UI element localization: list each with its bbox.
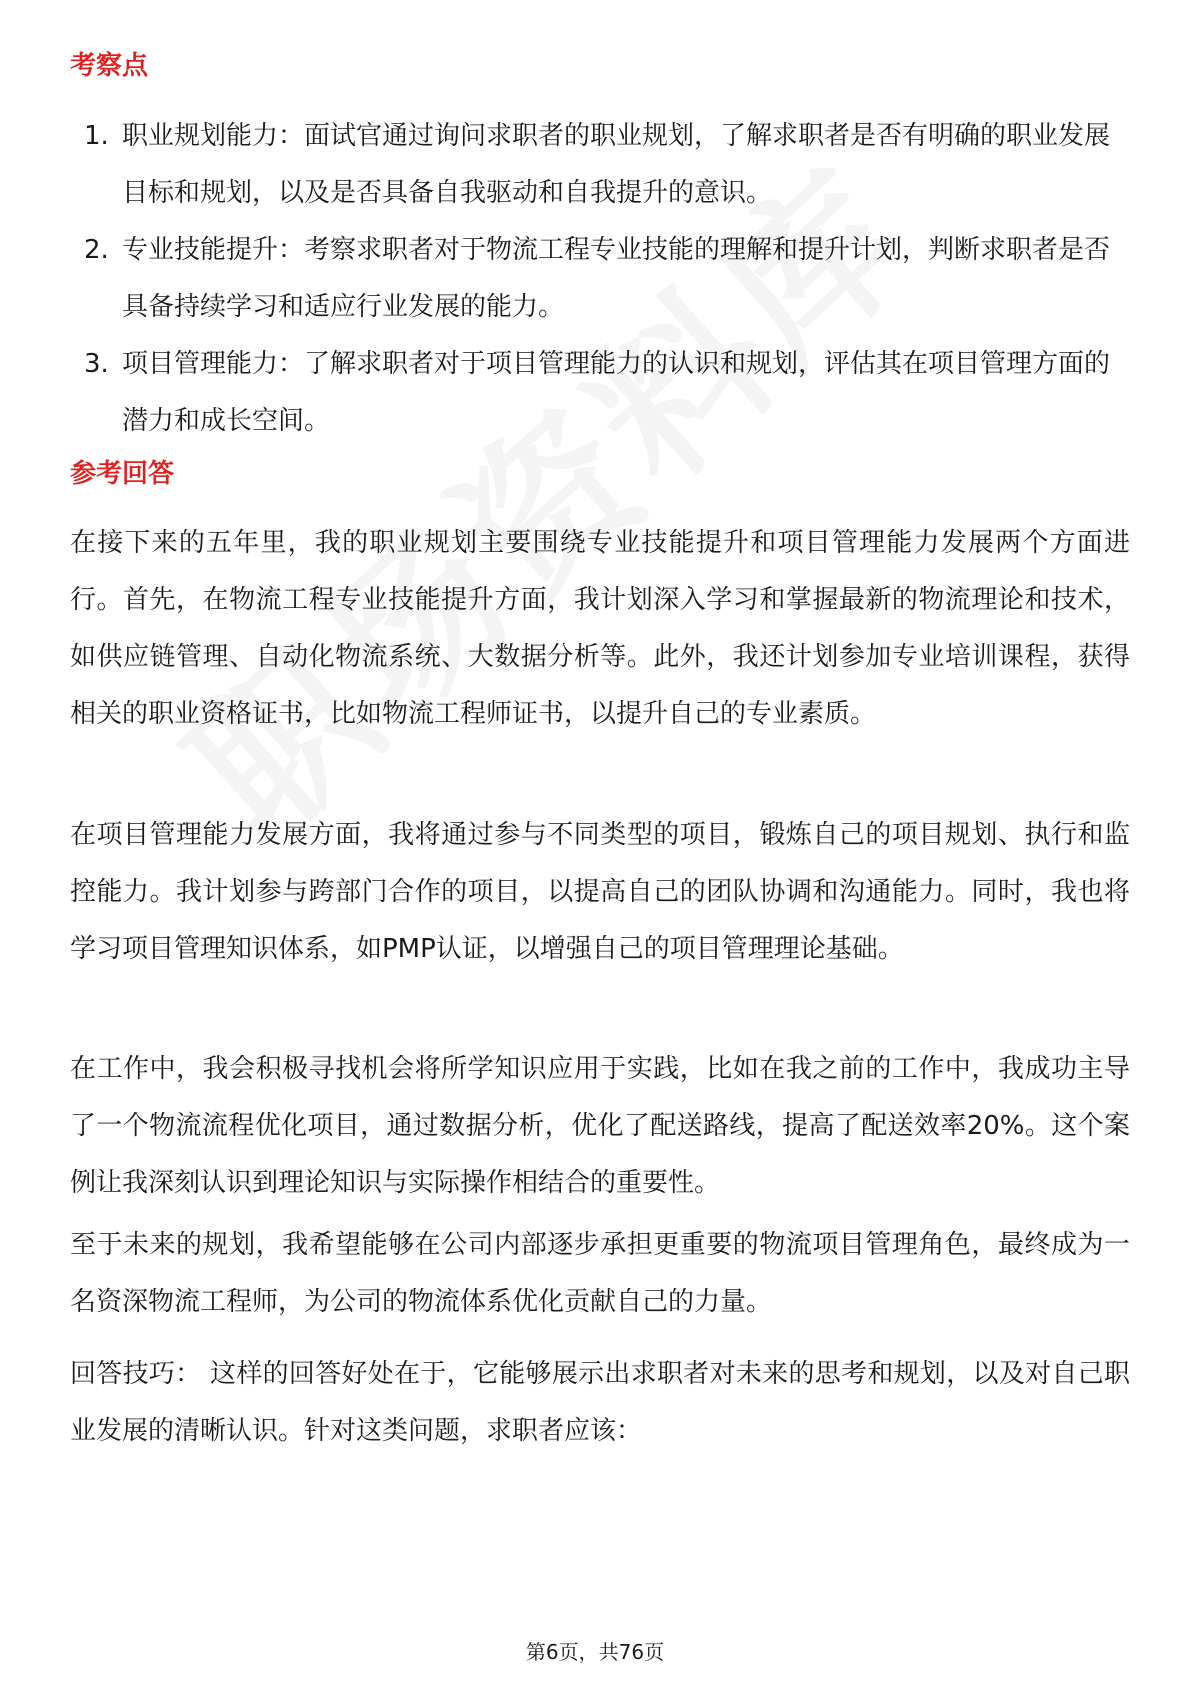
list-item — [70, 108, 1120, 222]
list-item-text: 项目管理能力：了解求职者对于项目管理能力的认识和规划，评估其在项目管理方面的潜力和成长空间。 — [122, 349, 1111, 436]
answer-paragraph: 在项目管理能力发展方面，我将通过参与不同类型的项目，锻炼自己的项目规划、执行和监控能力。我计划参与跨部门合作的项目，以提高自己的团队协调和沟通能力。同时，我也将学习项目管理知识体系，如PMP认证，以增强自己的项目管理理论基础。 — [70, 820, 1130, 964]
list-item-text: 专业技能提升：考察求职者对于物流工程专业技能的理解和提升计划，判断求职者是否具备持续学习和适应行业发展的能力。 — [122, 235, 1111, 322]
list-item — [70, 336, 1120, 450]
list-item — [70, 222, 1120, 336]
list-item-number: 1. — [84, 121, 109, 151]
answer-paragraph: 在接下来的五年里，我的职业规划主要围绕专业技能提升和项目管理能力发展两个方面进行。首先，在物流工程专业技能提升方面，我计划深入学习和掌握最新的物流理论和技术，如供应链管理、自动化物流系统、大数据分析等。此外，我还计划参加专业培训课程，获得相关的职业资格证书，比如物流工程师证书，以提升自己的专业素质。 — [70, 528, 1130, 729]
section-title-examination-points: 考察点 — [70, 51, 149, 81]
section-title-reference-answer: 参考回答 — [70, 459, 175, 489]
list-item-number: 3. — [84, 349, 109, 379]
list-item-text: 职业规划能力：面试官通过询问求职者的职业规划，了解求职者是否有明确的职业发展目标和规划，以及是否具备自我驱动和自我提升的意识。 — [122, 121, 1111, 208]
page-number: 第6页，共76页 — [525, 1640, 665, 1664]
answer-tips-paragraph: 回答技巧： 这样的回答好处在于，它能够展示出求职者对未来的思考和规划，以及对自己职业发展的清晰认识。针对这类问题，求职者应该： — [70, 1359, 1130, 1446]
examination-points-list — [70, 108, 1120, 450]
answer-paragraph: 在工作中，我会积极寻找机会将所学知识应用于实践，比如在我之前的工作中，我成功主导了一个物流流程优化项目，通过数据分析，优化了配送路线，提高了配送效率20%。这个案例让我深刻认识到理论知识与实际操作相结合的重要性。 — [70, 1054, 1130, 1198]
list-item-number: 2. — [84, 235, 109, 265]
answer-paragraph: 至于未来的规划，我希望能够在公司内部逐步承担更重要的物流项目管理角色，最终成为一名资深物流工程师，为公司的物流体系优化贡献自己的力量。 — [70, 1230, 1130, 1317]
